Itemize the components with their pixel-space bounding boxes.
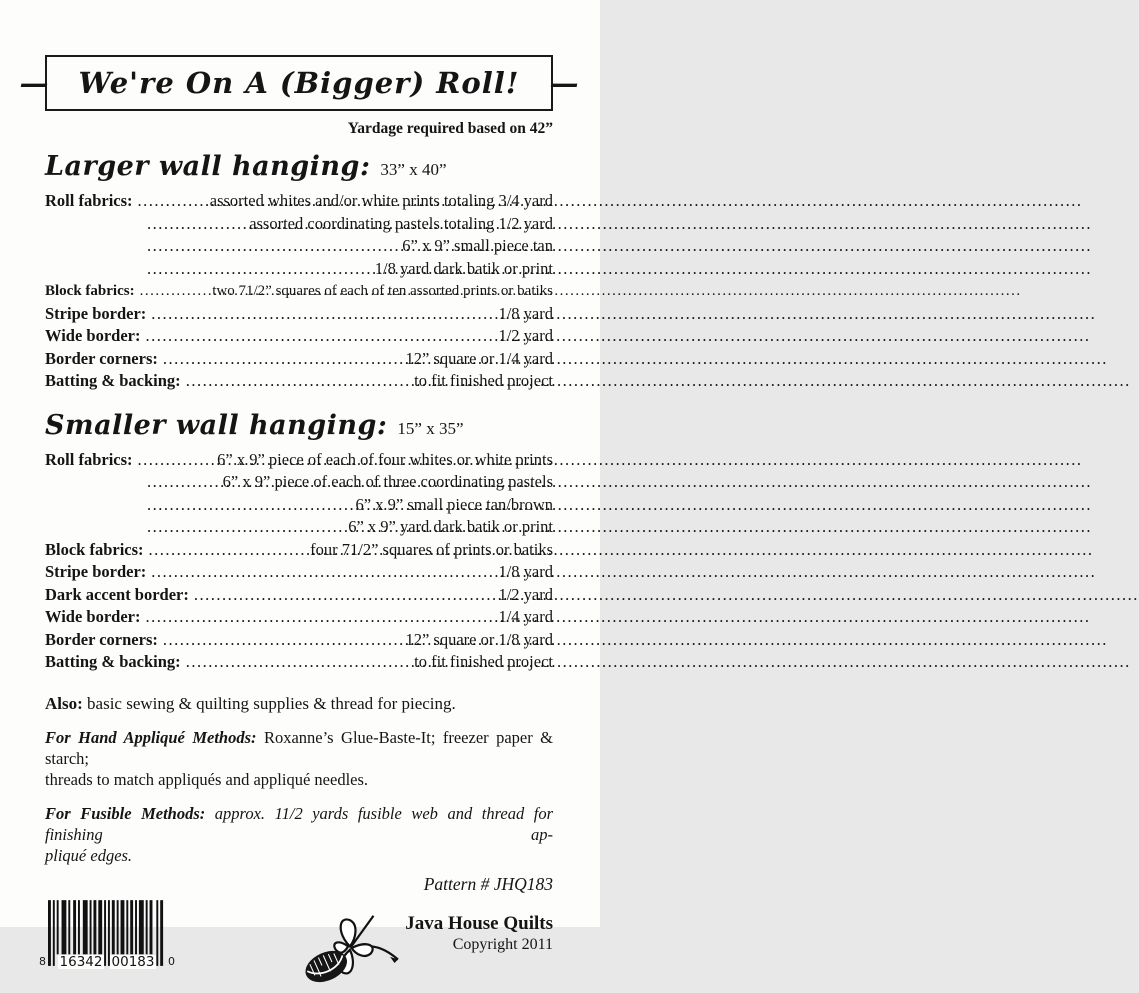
- yardage-row: [45, 348, 553, 371]
- section-header: [45, 151, 553, 182]
- yardage-row: [45, 494, 553, 517]
- brand-block: [300, 905, 553, 993]
- section-title: Smaller wall hanging:: [45, 409, 388, 441]
- yardage-row: [45, 190, 553, 213]
- dot-leader: [149, 539, 307, 562]
- dot-leader: [140, 280, 209, 303]
- yardage-row: [45, 303, 553, 326]
- dot-leader: [138, 449, 214, 472]
- row-value: assorted whites and/or white prints totaling 3/4 yard: [209, 191, 553, 210]
- dot-leader: [147, 494, 352, 517]
- barcode-bars: [48, 899, 166, 969]
- coffee-bean-logo-icon: [300, 905, 405, 993]
- barcode-number: [55, 955, 159, 969]
- yardage-row: [45, 561, 553, 584]
- section-size: 15” x 35”: [397, 418, 464, 438]
- row-label: Batting & backing:: [45, 652, 181, 671]
- row-value: 1/8 yard dark batik or print: [374, 258, 553, 278]
- yardage-row: [45, 629, 553, 652]
- row-value: 1/8 yard: [498, 562, 553, 581]
- title-right-dash: —: [549, 66, 579, 100]
- dot-leader: [138, 190, 206, 213]
- section-larger-wall-hanging: [45, 151, 553, 393]
- fusible-text1: approx. 11/2 yards fusible web and thread for finishing ap-: [45, 803, 553, 844]
- hand-applique-note: [45, 727, 553, 790]
- brand-text: [405, 913, 553, 955]
- brand-name: Java House Quilts: [405, 912, 553, 934]
- row-label: Wide border:: [45, 607, 141, 626]
- row-label: Stripe border:: [45, 303, 147, 323]
- yardage-row: [45, 584, 553, 607]
- row-value: 6” x 9” small piece tan: [402, 236, 553, 255]
- yardage-row: [45, 516, 553, 539]
- dot-leader: [163, 348, 402, 371]
- row-label: Border corners:: [45, 629, 158, 649]
- hand-applique-line1: [45, 727, 553, 769]
- dot-leader: [147, 471, 219, 494]
- yardage-note: Yardage required based on 42”: [347, 120, 553, 137]
- fusible-line2: pliqué edges.: [45, 845, 133, 865]
- barcode-left-digits: 16342: [59, 953, 103, 970]
- dot-leader: [186, 370, 410, 393]
- dot-leader: [147, 516, 344, 539]
- row-value: 1/4 yard: [498, 607, 553, 626]
- also-note: [45, 694, 553, 714]
- yardage-row: [45, 325, 553, 348]
- row-label: Roll fabrics:: [45, 191, 133, 210]
- dot-leader: [151, 303, 494, 326]
- row-value: 1/2 yard: [498, 584, 553, 604]
- section-smaller-wall-hanging: [45, 410, 553, 674]
- row-value: to fit finished project: [414, 371, 553, 390]
- dot-leader: [147, 213, 245, 236]
- row-value: 1/2 yard: [498, 326, 553, 345]
- yardage-row: [45, 539, 553, 562]
- footer: [39, 899, 553, 993]
- page-title: We're On A (Bigger) Roll!: [78, 66, 520, 100]
- yardage-row: [45, 606, 553, 629]
- title-left-dash: —: [19, 66, 49, 100]
- dot-leader: [186, 651, 410, 674]
- section-header: [45, 410, 553, 441]
- row-value: 6” x 9” yard dark batik or print: [348, 517, 553, 536]
- yardage-row: [45, 258, 553, 281]
- row-value: 12” square or 1/8 yard: [405, 629, 553, 649]
- row-label: Batting & backing:: [45, 371, 181, 390]
- row-label: Stripe border:: [45, 562, 147, 581]
- hand-applique-line2: threads to match appliqués and appliqué needles.: [45, 769, 369, 789]
- dot-leader: [147, 235, 398, 258]
- fusible-label: For Fusible Methods:: [45, 803, 206, 823]
- row-value: 12” square or 1/4 yard: [405, 348, 553, 368]
- section-title: Larger wall hanging:: [45, 151, 371, 182]
- yardage-row: [45, 370, 553, 393]
- row-value: 6” x 9” piece of each of three coordinating pastels: [222, 472, 553, 491]
- barcode-trail-digit: 0: [168, 954, 175, 968]
- barcode-lead-digit: 8: [39, 954, 46, 968]
- also-text: basic sewing & quilting supplies & thread for piecing.: [82, 693, 456, 713]
- row-label: Wide border:: [45, 326, 141, 345]
- section-size: 33” x 40”: [380, 160, 447, 179]
- row-value: assorted coordinating pastels totaling 1/2 yard: [249, 213, 553, 233]
- pattern-number: Pattern # JHQ183: [423, 873, 553, 894]
- row-label: Dark accent border:: [45, 584, 189, 604]
- hand-applique-text1: Roxanne’s Glue-Baste-It; freezer paper & starch;: [45, 727, 554, 768]
- row-label: Block fabrics:: [45, 539, 144, 559]
- dot-leader: [145, 325, 494, 348]
- row-value: to fit finished project: [414, 652, 553, 671]
- dot-leader: [163, 629, 402, 652]
- barcode-right-digits: 00183: [111, 953, 155, 970]
- title-banner: [19, 55, 579, 111]
- yardage-row: [45, 235, 553, 258]
- fusible-line1: [45, 803, 553, 845]
- barcode: [37, 899, 177, 969]
- also-label: Also:: [45, 693, 83, 713]
- yardage-row: [45, 449, 553, 472]
- row-label: Border corners:: [45, 348, 158, 368]
- row-label: Block fabrics:: [45, 283, 135, 299]
- row-value: 6” x 9” small piece tan/brown: [355, 494, 553, 514]
- row-value: 1/8 yard: [498, 303, 553, 323]
- yardage-row: [45, 280, 553, 303]
- brand-copyright: Copyright 2011: [452, 935, 553, 953]
- row-value: two 71/2” squares of each of ten assorted prints or batiks: [212, 283, 553, 299]
- yardage-row: [45, 651, 553, 674]
- dot-leader: [194, 584, 495, 607]
- dot-leader: [145, 606, 494, 629]
- hand-applique-label: For Hand Appliqué Methods:: [45, 727, 257, 747]
- yardage-row: [45, 471, 553, 494]
- row-label: Roll fabrics:: [45, 449, 133, 469]
- row-value: four 71/2” squares of prints or batiks: [310, 539, 553, 559]
- yardage-row: [45, 213, 553, 236]
- dot-leader: [151, 561, 494, 584]
- fusible-note: [45, 803, 553, 866]
- row-value: 6” x 9” piece of each of four whites or white prints: [217, 449, 553, 469]
- dot-leader: [147, 258, 371, 281]
